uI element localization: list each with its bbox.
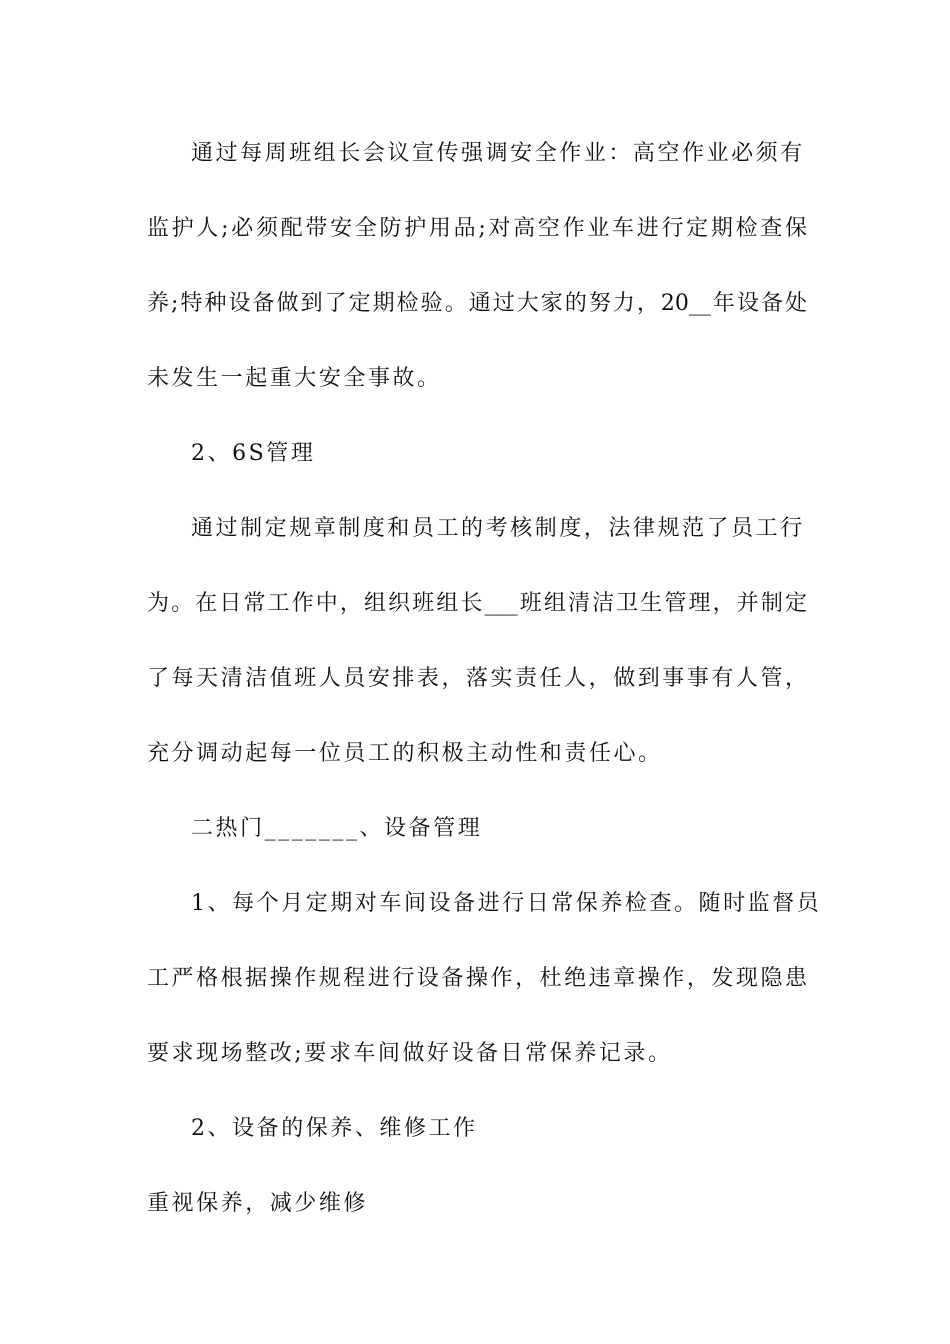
paragraph-line: 为。在日常工作中，组织班组长___班组清洁卫生管理，并制定 [147, 591, 807, 616]
paragraph-line: 工严格根据操作规程进行设备操作，杜绝违章操作，发现隐患 [147, 966, 807, 991]
paragraph-line: 重视保养，减少维修 [147, 1191, 368, 1216]
paragraph-line: 监护人;必须配带安全防护用品;对高空作业车进行定期检查保 [147, 216, 807, 241]
paragraph-line: 养;特种设备做到了定期检验。通过大家的努力，20__年设备处 [147, 291, 807, 316]
section-heading: 2、6S管理 [191, 441, 316, 466]
paragraph-line: 通过制定规章制度和员工的考核制度，法律规范了员工行 [191, 516, 805, 541]
paragraph-line: 1、每个月定期对车间设备进行日常保养检查。随时监督员 [191, 891, 822, 916]
paragraph-line: 充分调动起每一位员工的积极主动性和责任心。 [147, 741, 663, 766]
document-body [147, 126, 822, 1251]
paragraph-line: 了每天清洁值班人员安排表，落实责任人，做到事事有人管， [147, 666, 807, 691]
paragraph-line: 未发生一起重大安全事故。 [147, 366, 442, 391]
section-heading: 二热门_______、设备管理 [191, 816, 483, 841]
section-heading: 2、设备的保养、维修工作 [191, 1116, 478, 1141]
paragraph-line: 要求现场整改;要求车间做好设备日常保养记录。 [147, 1041, 673, 1066]
paragraph-line: 通过每周班组长会议宣传强调安全作业：高空作业必须有 [191, 141, 805, 166]
